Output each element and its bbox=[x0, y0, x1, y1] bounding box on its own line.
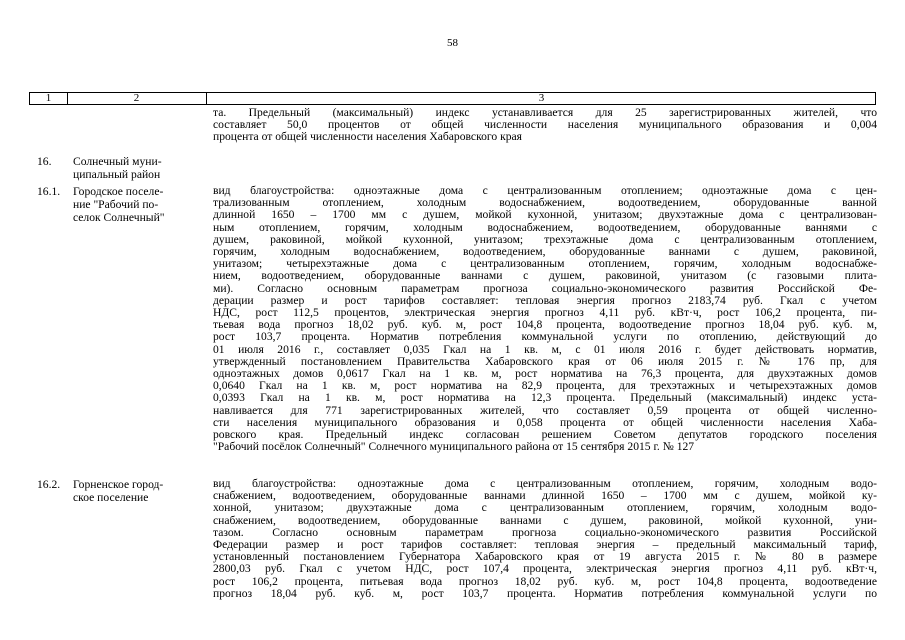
column-header-3: 3 bbox=[538, 92, 545, 104]
text-line: горячим, холодным водоснабжением, водоотведением, оборудованные ваннами с душем, раковиной, bbox=[213, 246, 877, 259]
row-number: 16.1. bbox=[37, 185, 61, 198]
name-line: селок Солнечный" bbox=[73, 211, 165, 224]
row-name bbox=[73, 185, 201, 224]
text-line: тьевая вода прогноз 18,02 руб. куб. м, рост 104,8 процента, водоотведение прогноз 18,04 руб. куб. м, bbox=[213, 319, 877, 332]
text-line: снабжением, водоотведением, оборудованные ваннами длинной 1650 – 1700 мм с душем, мойкой ку- bbox=[213, 490, 877, 503]
text-line: ми). Согласно основным параметрам прогноза социально-экономического развития Российской Фе- bbox=[213, 282, 877, 295]
row-description bbox=[213, 107, 877, 144]
name-line: ние "Рабочий по- bbox=[73, 198, 159, 211]
name-line: ское поселение bbox=[73, 491, 149, 504]
text-line: установленный постановлением Губернатора Хабаровского края от 19 августа 2015 г. № 80 в размере bbox=[213, 551, 877, 564]
name-line: Городское поселе- bbox=[73, 185, 164, 198]
column-header-2: 2 bbox=[133, 92, 140, 104]
text-line: хонной, унитазом; двухэтажные дома с централизованным отоплением, горячим, холодным водо- bbox=[213, 502, 877, 515]
page-number: 58 bbox=[447, 37, 458, 49]
text-line: трализованным отоплением, холодным водоснабжением, водоотведением, оборудованные ванной bbox=[213, 197, 877, 210]
text-line: дерации размер и рост тарифов составляет: тепловая энергия прогноз 2183,74 руб. Гкал с учетом bbox=[213, 294, 877, 307]
text-line: составляет 50,0 процентов от общей численности населения муниципального образования и 0,004 bbox=[213, 119, 877, 132]
text-line: длинной 1650 – 1700 мм с душем, мойкой кухонной, унитазом; двухэтажные дома с централизован- bbox=[213, 209, 877, 222]
name-line: ципальный район bbox=[73, 168, 161, 181]
text-line: утвержденный постановлением Правительства Хабаровского края от 06 июля 2015 г. № 176 пр, для bbox=[213, 355, 877, 368]
text-line: 01 июля 2016 г., составляет 0,035 Гкал на 1 кв. м, с 01 июля 2016 г. будет действовать норматив, bbox=[213, 343, 877, 356]
text-line: одноэтажных домов 0,0617 Гкал на 1 кв. м, рост норматива на 76,3 процента, для двухэтажных домов bbox=[213, 368, 877, 381]
name-line: Солнечный муни- bbox=[73, 155, 162, 168]
text-line: ровского края. Предельный индекс согласован решением Советом депутатов городского поселения bbox=[213, 429, 877, 442]
row-description bbox=[213, 478, 877, 600]
text-line: 0,0640 Гкал на 1 кв. м, рост норматива на 82,9 процента, для трехэтажных и четырехэтажных домов bbox=[213, 380, 877, 393]
row-description bbox=[213, 185, 877, 453]
name-line: Горненское город- bbox=[73, 478, 164, 491]
text-line: рост 103,7 процента. Норматив потребления коммунальной услуги по отоплению, действующий до bbox=[213, 331, 877, 344]
text-line: душем, раковиной, мойкой кухонной, унитазом; трехэтажные дома с централизованным отоплением, bbox=[213, 233, 877, 246]
text-line: унитазом; четырехэтажные дома с централизованным отоплением, горячим, холодным водоснабже- bbox=[213, 258, 877, 271]
text-line: рост 106,2 процента, питьевая вода прогноз 18,02 руб. куб. м, рост 104,8 процента, водоотведение bbox=[213, 575, 877, 588]
row-number: 16. bbox=[37, 155, 52, 168]
text-line: тазом. Согласно основным параметрам прогноза социально-экономического развития Российской bbox=[213, 526, 877, 539]
table-header-row bbox=[29, 92, 876, 105]
text-line: 2800,03 руб. Гкал с учетом НДС, рост 107,4 процента, электрическая энергия прогноз 4,11 руб. кВт·ч, bbox=[213, 563, 877, 576]
text-line: ным отоплением, горячим, холодным водоснабжением, водоотведением, оборудованные ваннями с bbox=[213, 221, 877, 234]
column-header-1: 1 bbox=[45, 92, 52, 104]
row-name bbox=[73, 478, 201, 504]
text-line: та. Предельный (максимальный) индекс устанавливается для 25 зарегистрированных жителей, что bbox=[213, 107, 877, 119]
text-line: процента от общей численности населения Хабаровского края bbox=[213, 131, 522, 144]
row-number: 16.2. bbox=[37, 478, 61, 491]
text-line: нием, водоотведением, оборудованные ваннами с душем, раковиной, унитазом (с газовыми плита- bbox=[213, 270, 877, 283]
text-line: вид благоустройства: одноэтажные дома с централизованным отоплением; одноэтажные дома с цен- bbox=[213, 185, 877, 197]
text-line: прогноз 18,04 руб. куб. м, рост 103,7 процента. Норматив потребления коммунальной услуги по bbox=[213, 587, 877, 600]
text-line: вид благоустройства: одноэтажные дома с централизованным отоплением, горячим, холодным водо- bbox=[213, 478, 877, 490]
text-line: навливается для 771 зарегистрированных жителей, что составляет 0,59 процента от общей численно- bbox=[213, 404, 877, 417]
text-line: снабжением, водоотведением, оборудованные ваннами с душем, раковиной, мойкой кухонной, уни- bbox=[213, 514, 877, 527]
text-line: 0,0393 Гкал на 1 кв. м, рост норматива на 12,3 процента. Предельный (максимальный) индекс уста- bbox=[213, 392, 877, 405]
text-line: сти населения муниципального образования и 0,058 процента от общей численности населения Хаба- bbox=[213, 416, 877, 429]
text-line: "Рабочий посёлок Солнечный" Солнечного муниципального района от 15 сентября 2015 г. № 127 bbox=[213, 441, 695, 454]
row-name bbox=[73, 155, 201, 181]
text-line: НДС, рост 112,5 процентов, электрическая энергия прогноз 4,11 руб. кВт·ч, рост 106,2 процента, пи- bbox=[213, 307, 877, 320]
text-line: Федерации размер и рост тарифов составляет: тепловая энергия – предельный максимальный тариф, bbox=[213, 539, 877, 552]
